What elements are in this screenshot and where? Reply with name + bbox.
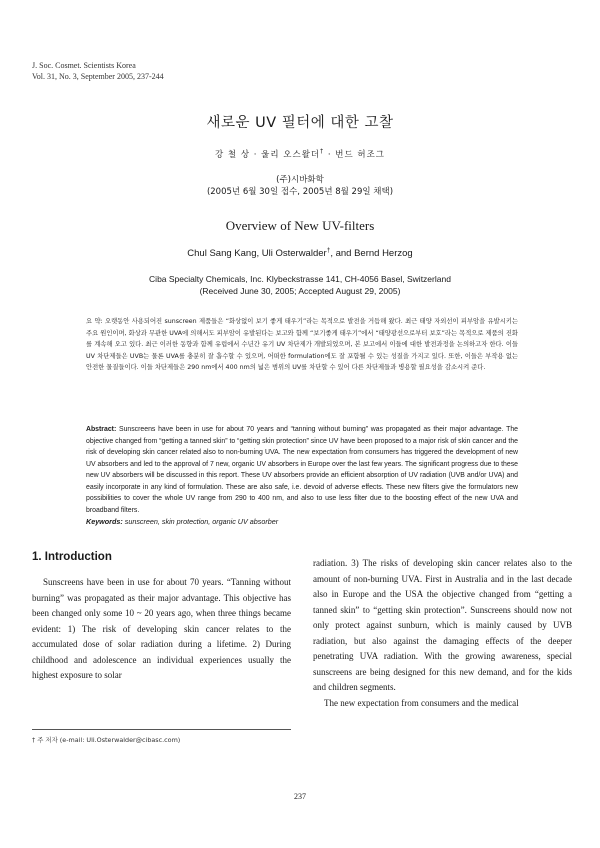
journal-volume: Vol. 31, No. 3, September 2005, 237-244 [32, 72, 164, 81]
footnote-divider [32, 729, 291, 730]
abstract-text: Sunscreens have been in use for about 70 years and “tanning without burning” was propagated as their major advantage. The objective changed from “getting a tanned skin” to “getting skin protection” since UV have been proposed to a major risk of skin cancer and the risk of developing skin cancer related also to non-burning UVA. The new expectation from consumers has triggered the development of new UV absorbers and led to the approval of 7 new, organic UV absorbers in Europe over the last few years. The significant progress due to these new UV absorbers will be discussed in this report. These UV absorbers provide an efficient absorption of UV radiation (UVB and/or UVA) and easily incorporate in any kind of formulation. These are also safe, i.e. devoid of adverse effects. These new filters give the formulators new possibilities to cover the whole UV range from 290 to 400 nm, and also to use less filter due to the boosting effect of the new UVA and broadband filters. [86, 426, 518, 514]
journal-info [32, 60, 164, 82]
body-column-right [313, 556, 572, 711]
korean-corresponding-mark: † [320, 148, 325, 156]
footnote: † 주 저자 (e-mail: Uli.Osterwalder@cibasc.com) [32, 736, 181, 744]
body-column-left [32, 575, 291, 684]
english-authors-tail: , and Bernd Herzog [330, 248, 413, 260]
keywords [86, 517, 518, 526]
korean-authors [0, 148, 600, 160]
korean-abstract: 요 약: 오랫동안 사용되어진 sunscreen 제품들은 “화상없이 보기 좋게 태우기”라는 목적으로 발전을 거듭해 왔다. 최근 태양 자외선이 피부암을 유발시키는 주요 원인이며, 화상과 무관한 UVA에 의해서도 피부암이 유발된다는 보고와 함께 “보기좋게 태우기”에서 “태양광선으로부터 보호”라는 목적으로 제품의 진화를 계속해 오고 있다. 최근 이러한 동향과 함께 유럽에서 수년간 유기 UV 차단제가 개발되었으며, 본 보고에서 이들에 대한 발전과정을 논의하고자 한다. 이들 UV 차단제들은 UVB는 물론 UVA를 충분히 잘 흡수할 수 있으며, 어떠한 formulation에도 잘 포함될 수 있는 성질을 가지고 있다. 또한, 이들은 부작용 없는 안전한 물질들이다. 이들 차단제들은 290 nm에서 400 nm의 넓은 범위의 UV를 차단할 수 있어 다른 차단제들과 병용할 필요성을 감소시켜 준다. [86, 318, 518, 371]
body-paragraph: Sunscreens have been in use for about 70 years. “Tanning without burning” was propagated as their major advantage. This objective has been changed only some 10 ~ 20 years ago, when three things became evident: 1) The risk of developing skin cancer relates to the accumulated dose of solar radiation during a lifetime. 2) During childhood and adolescence an individual experiences usually the highest exposure to solar [32, 577, 291, 680]
journal-name: J. Soc. Cosmet. Scientists Korea [32, 61, 136, 70]
english-title: Overview of New UV-filters [225, 218, 375, 233]
abstract-label: Abstract: [86, 426, 117, 433]
english-abstract [86, 424, 518, 516]
section-heading-introduction: 1. Introduction [32, 551, 112, 563]
body-paragraph: radiation. 3) The risks of developing skin cancer relates also to the amount of non-burning UVA. First in Australia and in the last decade also in Europe and the USA the objective changed from “getting a tanned skin” to “getting skin protection”. Sunscreens should now not only protect against sunburn, which is mainly caused by UVB radiation, but also against the damaging effects of the deeper penetrating UVA radiation. With the growing awareness, special sunscreens are being designed for this new demand, and for the kids and children segments. [313, 558, 572, 692]
english-authors-text: Chul Sang Kang, Uli Osterwalder [187, 248, 327, 260]
keywords-label: Keywords: [86, 517, 123, 526]
page-number: 237 [294, 792, 306, 801]
english-corresponding-mark: † [326, 247, 331, 254]
korean-dates: (2005년 6월 30일 접수, 2005년 8월 29일 채택) [206, 187, 394, 197]
body-paragraph: The new expectation from consumers and the medical [324, 697, 519, 708]
english-authors [0, 247, 600, 259]
keywords-text: sunscreen, skin protection, organic UV absorber [122, 517, 279, 526]
korean-authors-text: 강 철 상 · 울리 오스왈더 [215, 150, 321, 160]
korean-affiliation: (주)시바화학 [276, 175, 324, 185]
english-dates: (Received June 30, 2005; Accepted August 29, 2005) [199, 286, 401, 296]
korean-title: 새로운 UV 필터에 대한 고찰 [206, 115, 394, 131]
english-affiliation: Ciba Specialty Chemicals, Inc. Klybeckstrasse 141, CH-4056 Basel, Switzerland [149, 274, 451, 284]
korean-authors-tail: · 번드 허조그 [324, 150, 385, 160]
